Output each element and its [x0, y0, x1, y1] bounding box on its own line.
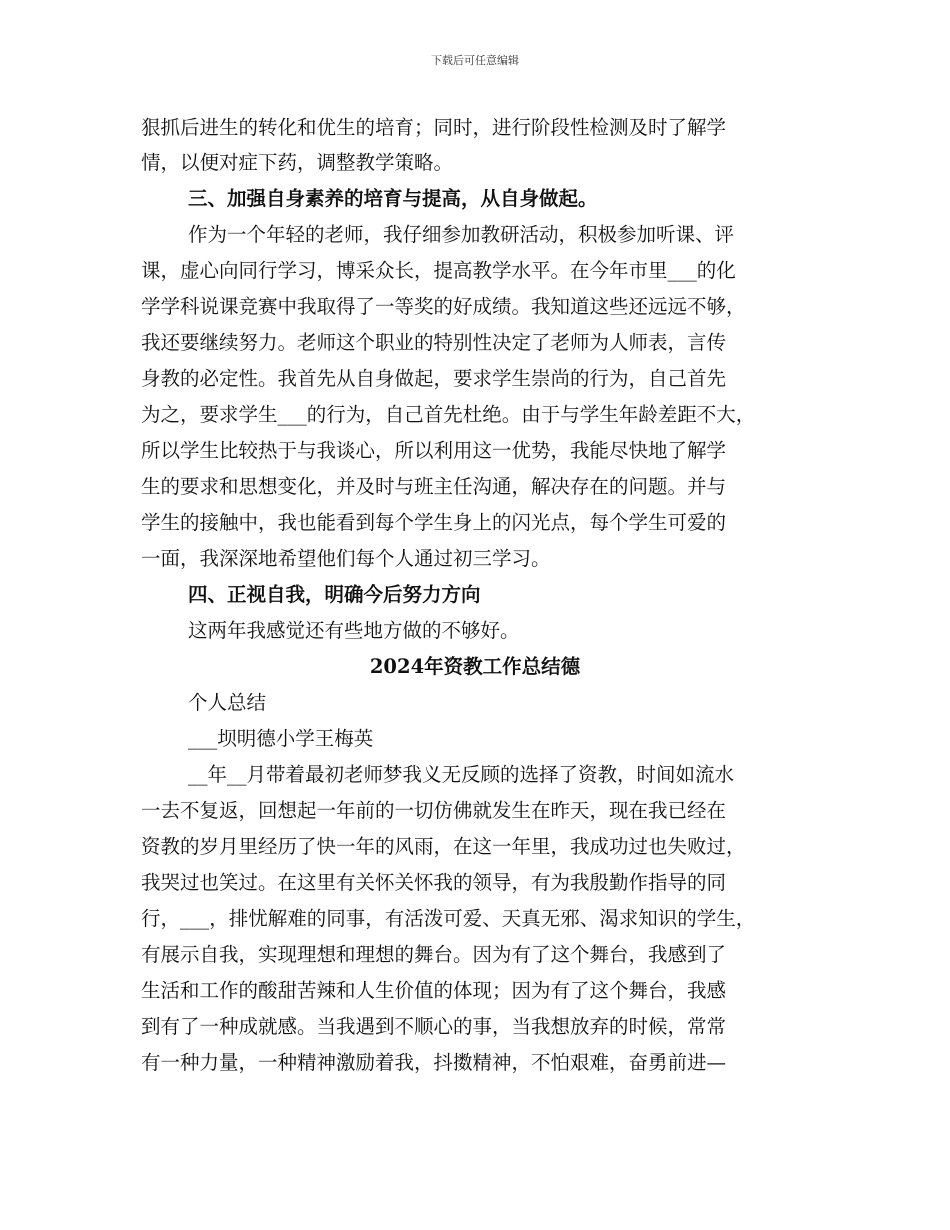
body-line: 行，___，排忧解难的同事，有活泼可爱、天真无邪、渴求知识的学生， [141, 907, 756, 930]
body-line: 我还要继续努力。老师这个职业的特别性决定了老师为人师表，言传 [141, 331, 727, 354]
body-line: 为之，要求学生___的行为，自己首先杜绝。由于与学生年龄差距不大， [141, 403, 756, 426]
body-line: 有一种力量，一种精神激励着我，抖擞精神，不怕艰难，奋勇前进— [141, 1051, 727, 1074]
body-line: __年__月带着最初老师梦我义无反顾的选择了资教，时间如流水 [188, 763, 735, 786]
body-line: 学生的接触中，我也能看到每个学生身上的闪光点，每个学生可爱的 [141, 511, 727, 534]
subtitle-line: 个人总结 [188, 691, 267, 714]
article-title: 2024年资教工作总结德 [369, 655, 581, 678]
author-line: ___坝明德小学王梅英 [188, 727, 374, 750]
body-line: 情，以便对症下药，调整教学策略。 [141, 151, 454, 174]
body-line: 狠抓后进生的转化和优生的培育；同时，进行阶段性检测及时了解学 [141, 116, 727, 139]
body-line: 有展示自我，实现理想和理想的舞台。因为有了这个舞台，我感到了 [141, 943, 727, 966]
body-line: 这两年我感觉还有些地方做的不够好。 [188, 619, 520, 642]
section-heading: 三、加强自身素养的培育与提高，从自身做起。 [188, 187, 598, 210]
body-line: 生的要求和思想变化，并及时与班主任沟通，解决存在的问题。并与 [141, 475, 727, 498]
body-line: 生活和工作的酸甜苦辣和人生价值的体现；因为有了这个舞台，我感 [141, 979, 727, 1002]
body-line: 课，虚心向同行学习，博采众长，提高教学水平。在今年市里___的化 [141, 259, 736, 282]
body-line: 到有了一种成就感。当我遇到不顺心的事，当我想放弃的时候，常常 [141, 1015, 727, 1038]
section-heading: 四、正视自我，明确今后努力方向 [188, 583, 481, 606]
body-line: 所以学生比较热于与我谈心，所以利用这一优势，我能尽快地了解学 [141, 439, 727, 462]
body-line: 资教的岁月里经历了快一年的风雨，在这一年里，我成功过也失败过， [141, 835, 746, 858]
body-line: 一面，我深深地希望他们每个人通过初三学习。 [141, 547, 551, 570]
body-line: 一去不复返，回想起一年前的一切仿佛就发生在昨天，现在我已经在 [141, 799, 727, 822]
body-line: 我哭过也笑过。在这里有关怀关怀我的领导，有为我殷勤作指导的同 [141, 871, 727, 894]
body-line: 作为一个年轻的老师，我仔细参加教研活动，积极参加听课、评 [188, 223, 735, 246]
page-header: 下载后可任意编辑 [431, 54, 519, 67]
body-line: 学学科说课竞赛中我取得了一等奖的好成绩。我知道这些还远远不够， [141, 295, 746, 318]
body-line: 身教的必定性。我首先从自身做起，要求学生崇尚的行为，自己首先 [141, 367, 727, 390]
